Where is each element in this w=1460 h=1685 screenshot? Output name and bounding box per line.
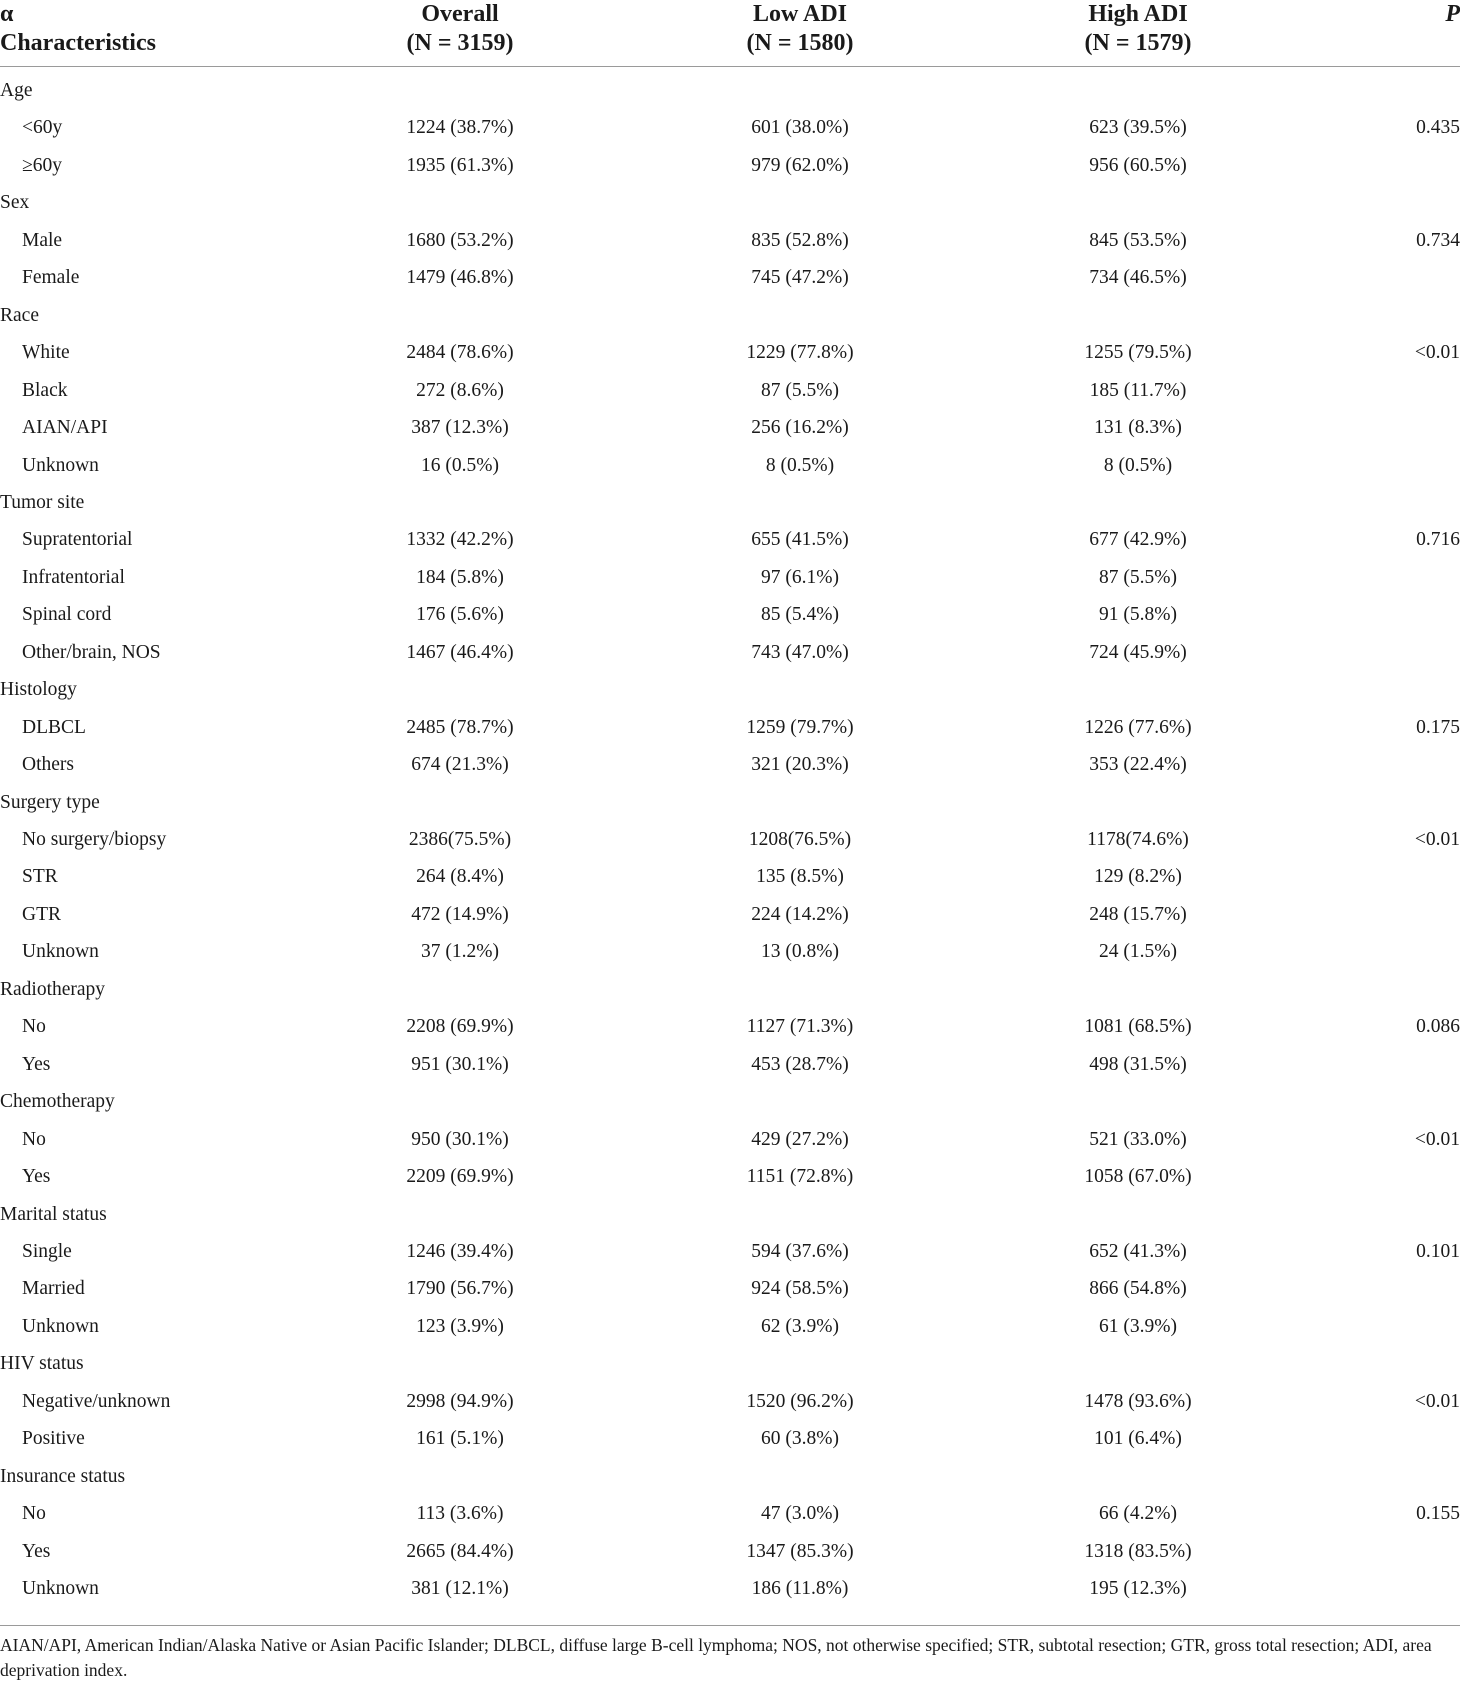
overall-value: 1467 (46.4%) (406, 641, 514, 663)
overall-value: 1680 (53.2%) (406, 229, 514, 251)
table-row (0, 1121, 1460, 1158)
row-label: Yes (22, 1166, 51, 1188)
table-row (0, 259, 1460, 296)
group-row (0, 671, 1460, 708)
row-label: STR (22, 866, 58, 888)
high-adi-value: 8 (0.5%) (1103, 454, 1173, 476)
row-label: No (22, 1503, 46, 1525)
row-label: Others (22, 754, 74, 776)
high-adi-value: 61 (3.9%) (1099, 1315, 1177, 1337)
overall-value: 113 (3.6%) (416, 1503, 504, 1525)
high-adi-value: 1226 (77.6%) (1084, 716, 1192, 738)
row-label: Single (22, 1240, 72, 1262)
p-value: 0.435 (1416, 117, 1460, 139)
header-high-adi-n: (N = 1579) (1084, 30, 1192, 56)
group-label: Age (0, 80, 33, 101)
row-label: AIAN/API (22, 417, 108, 439)
row-label: Female (22, 267, 80, 289)
low-adi-value: 655 (41.5%) (751, 529, 849, 551)
low-adi-value: 601 (38.0%) (751, 117, 849, 139)
low-adi-value: 1151 (72.8%) (746, 1166, 854, 1188)
overall-value: 1246 (39.4%) (406, 1240, 514, 1262)
group-row (0, 971, 1460, 1008)
high-adi-value: 185 (11.7%) (1089, 379, 1187, 401)
p-value: <0.01 (1414, 1128, 1460, 1150)
overall-value: 472 (14.9%) (411, 903, 509, 925)
overall-value: 2998 (94.9%) (406, 1390, 514, 1412)
low-adi-value: 1127 (71.3%) (746, 1016, 854, 1038)
header-overall-title: Overall (421, 1, 499, 27)
overall-value: 2209 (69.9%) (406, 1166, 514, 1188)
high-adi-value: 677 (42.9%) (1089, 529, 1187, 551)
table-row (0, 559, 1460, 596)
high-adi-value: 1178(74.6%) (1087, 829, 1189, 850)
row-label: Other/brain, NOS (22, 641, 161, 663)
overall-value: 1332 (42.2%) (406, 529, 514, 551)
overall-value: 1224 (38.7%) (406, 117, 514, 139)
table-row (0, 409, 1460, 446)
overall-value: 951 (30.1%) (411, 1053, 509, 1075)
row-label: Supratentorial (22, 529, 133, 551)
table-row (0, 1158, 1460, 1195)
low-adi-value: 979 (62.0%) (751, 154, 849, 176)
high-adi-value: 353 (22.4%) (1089, 754, 1187, 776)
low-adi-value: 47 (3.0%) (761, 1503, 839, 1525)
table-row (0, 1533, 1460, 1570)
overall-value: 674 (21.3%) (411, 754, 509, 776)
low-adi-value: 60 (3.8%) (761, 1428, 839, 1450)
low-adi-value: 835 (52.8%) (751, 229, 849, 251)
high-adi-value: 1478 (93.6%) (1084, 1390, 1192, 1412)
group-row (0, 1196, 1460, 1233)
overall-value: 2484 (78.6%) (406, 342, 514, 364)
high-adi-value: 91 (5.8%) (1099, 604, 1177, 626)
header-high-adi (968, 0, 1308, 58)
p-value: <0.01 (1414, 342, 1460, 364)
high-adi-value: 724 (45.9%) (1089, 641, 1187, 663)
table-row (0, 1383, 1460, 1420)
row-label: Yes (22, 1053, 51, 1075)
group-label: Chemotherapy (0, 1091, 115, 1113)
high-adi-value: 956 (60.5%) (1089, 154, 1187, 176)
high-adi-value: 845 (53.5%) (1089, 229, 1187, 251)
p-value: 0.716 (1416, 529, 1460, 551)
row-label: Unknown (22, 454, 99, 476)
low-adi-value: 97 (6.1%) (761, 566, 839, 588)
header-characteristics-label: Characteristics (0, 30, 156, 56)
table-row (0, 1420, 1460, 1457)
row-label: Male (22, 229, 63, 251)
row-label: <60y (22, 117, 63, 139)
low-adi-value: 1520 (96.2%) (746, 1390, 854, 1412)
high-adi-value: 498 (31.5%) (1089, 1053, 1187, 1075)
row-label: No surgery/biopsy (22, 829, 167, 850)
low-adi-value: 453 (28.7%) (751, 1053, 849, 1075)
table-row (0, 147, 1460, 184)
row-label: Negative/unknown (22, 1390, 171, 1412)
row-label: Black (22, 379, 68, 401)
low-adi-value: 256 (16.2%) (751, 417, 849, 439)
low-adi-value: 1208(76.5%) (748, 829, 852, 850)
p-value: <0.01 (1414, 1390, 1460, 1412)
low-adi-value: 135 (8.5%) (756, 866, 844, 888)
overall-value: 1790 (56.7%) (406, 1278, 514, 1300)
row-label: White (22, 342, 70, 364)
table-row (0, 709, 1460, 746)
group-label: Sex (0, 192, 30, 214)
row-label: ≥60y (22, 154, 62, 176)
high-adi-value: 131 (8.3%) (1094, 417, 1182, 439)
overall-value: 2665 (84.4%) (406, 1540, 514, 1562)
p-value: 0.155 (1416, 1503, 1460, 1525)
high-adi-value: 521 (33.0%) (1089, 1128, 1187, 1150)
high-adi-value: 87 (5.5%) (1099, 566, 1177, 588)
overall-value: 381 (12.1%) (411, 1578, 509, 1599)
high-adi-value: 734 (46.5%) (1089, 267, 1187, 289)
row-label: Unknown (22, 1315, 99, 1337)
high-adi-value: 129 (8.2%) (1094, 866, 1182, 888)
table-row (0, 1008, 1460, 1045)
row-label: No (22, 1016, 46, 1038)
group-label: Histology (0, 679, 77, 701)
overall-value: 123 (3.9%) (416, 1315, 504, 1337)
high-adi-value: 1058 (67.0%) (1084, 1166, 1192, 1188)
group-row (0, 184, 1460, 221)
group-row (0, 784, 1460, 821)
high-adi-value: 101 (6.4%) (1094, 1428, 1182, 1450)
table-row (0, 1308, 1460, 1345)
high-adi-value: 623 (39.5%) (1089, 117, 1187, 139)
low-adi-value: 594 (37.6%) (751, 1240, 849, 1262)
overall-value: 272 (8.6%) (416, 379, 504, 401)
low-adi-value: 1347 (85.3%) (746, 1540, 854, 1562)
overall-value: 2386(75.5%) (408, 829, 512, 850)
group-row (0, 1458, 1460, 1495)
low-adi-value: 87 (5.5%) (761, 379, 839, 401)
low-adi-value: 321 (20.3%) (751, 754, 849, 776)
p-value: 0.175 (1416, 716, 1460, 738)
row-label: DLBCL (22, 716, 86, 738)
overall-value: 16 (0.5%) (421, 454, 499, 476)
row-label: Positive (22, 1428, 85, 1450)
overall-value: 2485 (78.7%) (406, 716, 514, 738)
p-value: 0.101 (1416, 1240, 1460, 1262)
high-adi-value: 24 (1.5%) (1099, 941, 1177, 963)
group-row (0, 1083, 1460, 1120)
table-row (0, 634, 1460, 671)
header-low-adi-title: Low ADI (752, 1, 848, 27)
table-row (0, 896, 1460, 933)
high-adi-value: 66 (4.2%) (1099, 1503, 1177, 1525)
low-adi-value: 1229 (77.8%) (746, 342, 854, 364)
table-row (0, 521, 1460, 558)
overall-value: 184 (5.8%) (416, 566, 504, 588)
low-adi-value: 13 (0.8%) (761, 941, 839, 963)
overall-value: 161 (5.1%) (416, 1428, 504, 1450)
low-adi-value: 1259 (79.7%) (746, 716, 854, 738)
table-row (0, 1495, 1460, 1532)
group-row (0, 484, 1460, 521)
header-low-adi (630, 0, 970, 58)
overall-value: 2208 (69.9%) (406, 1016, 514, 1038)
header-alpha: α (0, 1, 14, 27)
overall-value: 176 (5.6%) (416, 604, 504, 626)
overall-value: 37 (1.2%) (421, 941, 499, 963)
group-label: Surgery type (0, 791, 100, 813)
table-row (0, 222, 1460, 259)
row-label: Unknown (22, 941, 99, 963)
table-footnote: AIAN/API, American Indian/Alaska Native or Asian Pacific Islander; DLBCL, diffuse large B-cell lymphoma; NOS, not otherwise specified; STR, subtotal resection; GTR, gross total resection; ADI, area deprivation index. (0, 1635, 1432, 1680)
table-row (0, 596, 1460, 633)
group-label: Tumor site (0, 491, 85, 513)
table-row (0, 1270, 1460, 1307)
low-adi-value: 429 (27.2%) (751, 1128, 849, 1150)
low-adi-value: 745 (47.2%) (751, 267, 849, 289)
p-value: <0.01 (1414, 829, 1460, 850)
group-label: HIV status (0, 1353, 84, 1375)
row-label: GTR (22, 903, 61, 925)
low-adi-value: 743 (47.0%) (751, 641, 849, 663)
table-row (0, 372, 1460, 409)
p-value: 0.086 (1416, 1016, 1460, 1038)
table-row (0, 109, 1460, 146)
low-adi-value: 8 (0.5%) (765, 454, 835, 476)
group-label: Race (0, 304, 39, 326)
high-adi-value: 248 (15.7%) (1089, 903, 1187, 925)
table-header (0, 0, 1460, 66)
overall-value: 1935 (61.3%) (406, 154, 514, 176)
table-row (0, 334, 1460, 371)
overall-value: 950 (30.1%) (411, 1128, 509, 1150)
high-adi-value: 1081 (68.5%) (1084, 1016, 1192, 1038)
group-label: Radiotherapy (0, 978, 106, 1000)
overall-value: 1479 (46.8%) (406, 267, 514, 289)
header-p-value: P (1445, 1, 1460, 27)
high-adi-value: 195 (12.3%) (1089, 1578, 1187, 1599)
table-row (0, 1046, 1460, 1083)
row-label: Infratentorial (22, 566, 125, 588)
header-low-adi-n: (N = 1580) (746, 30, 854, 56)
high-adi-value: 1318 (83.5%) (1084, 1540, 1192, 1562)
group-row (0, 1345, 1460, 1382)
overall-value: 264 (8.4%) (416, 866, 504, 888)
high-adi-value: 866 (54.8%) (1089, 1278, 1187, 1300)
group-row (0, 297, 1460, 334)
low-adi-value: 224 (14.2%) (751, 903, 849, 925)
overall-value: 387 (12.3%) (411, 417, 509, 439)
header-characteristics (0, 0, 156, 58)
table-row (0, 821, 1460, 858)
table-row (0, 933, 1460, 970)
row-label: Unknown (22, 1578, 99, 1599)
low-adi-value: 85 (5.4%) (761, 604, 839, 626)
table-row (0, 746, 1460, 783)
row-label: Married (22, 1278, 85, 1300)
header-high-adi-title: High ADI (1088, 1, 1188, 27)
high-adi-value: 1255 (79.5%) (1084, 342, 1192, 364)
group-label: Insurance status (0, 1465, 126, 1487)
header-rule (0, 66, 1460, 67)
group-row (0, 72, 1460, 109)
header-overall-n: (N = 3159) (406, 30, 514, 56)
table-row (0, 858, 1460, 895)
row-label: Spinal cord (22, 604, 112, 626)
high-adi-value: 652 (41.3%) (1089, 1240, 1187, 1262)
header-overall (290, 0, 630, 58)
row-label: Yes (22, 1540, 51, 1562)
bottom-rule (0, 1625, 1460, 1626)
low-adi-value: 924 (58.5%) (751, 1278, 849, 1300)
group-label: Marital status (0, 1203, 107, 1225)
table-row (0, 1233, 1460, 1270)
row-label: No (22, 1128, 46, 1150)
low-adi-value: 62 (3.9%) (761, 1315, 839, 1337)
table-row (0, 1570, 1460, 1607)
p-value: 0.734 (1416, 229, 1460, 251)
low-adi-value: 186 (11.8%) (751, 1578, 849, 1599)
table-row (0, 447, 1460, 484)
